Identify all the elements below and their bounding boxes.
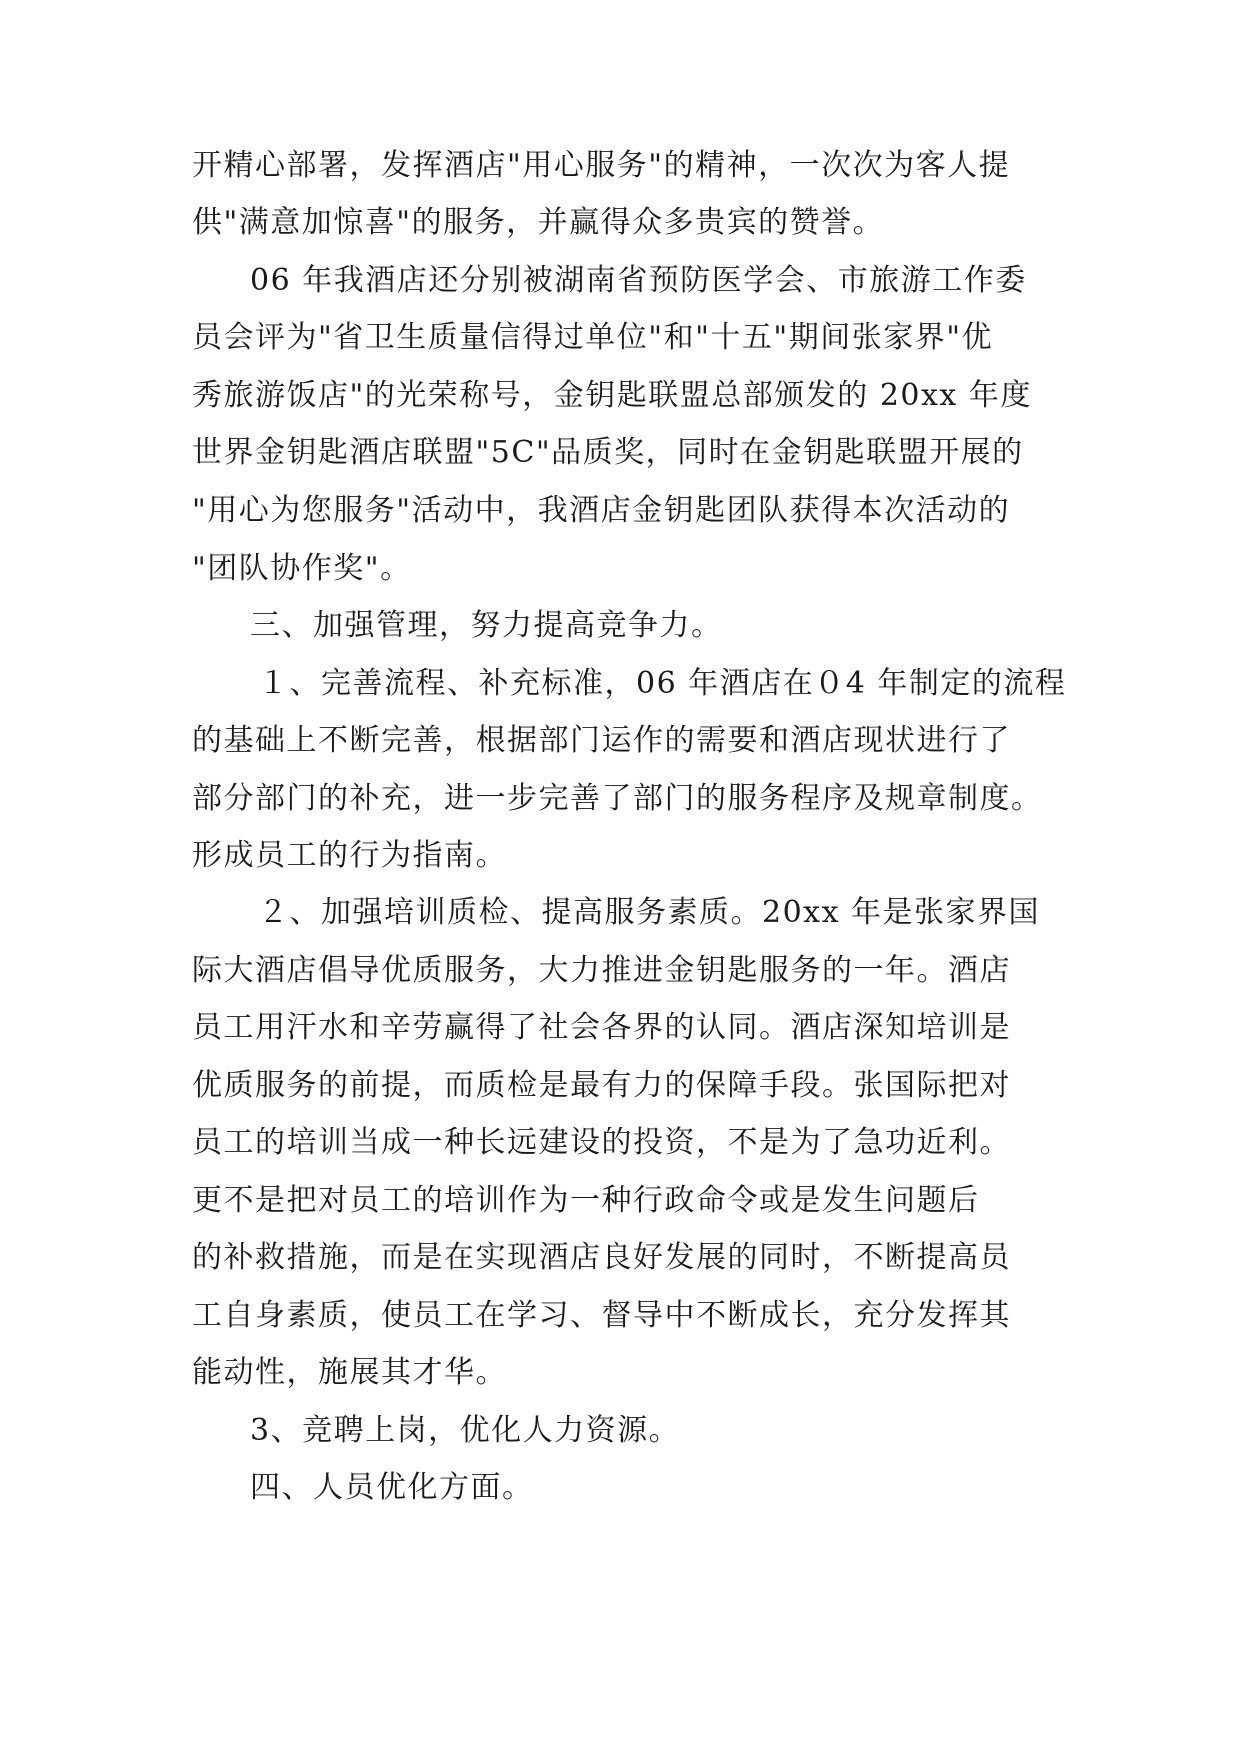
text-line: 开精心部署，发挥酒店"用心服务"的精神，一次次为客人提 — [192, 148, 1011, 183]
text-line: 形成员工的行为指南。 — [192, 838, 507, 873]
text-line: 供"满意加惊喜"的服务，并赢得众多贵宾的赞誉。 — [192, 205, 885, 240]
text-line: 员工的培训当成一种长远建设的投资，不是为了急功近利。 — [192, 1125, 1011, 1160]
text-line: 部分部门的补充，进一步完善了部门的服务程序及规章制度。 — [192, 781, 1043, 816]
text-line: 能动性，施展其才华。 — [192, 1355, 507, 1390]
text-line: 工自身素质，使员工在学习、督导中不断成长，充分发挥其 — [192, 1298, 1011, 1333]
text-line: 优质服务的前提，而质检是最有力的保障手段。张国际把对 — [192, 1068, 1011, 1103]
text-line: 际大酒店倡导优质服务，大力推进金钥匙服务的一年。酒店 — [192, 953, 1011, 988]
text-line: 秀旅游饭店"的光荣称号，金钥匙联盟总部颁发的 20xx 年度 — [192, 378, 1032, 413]
text-line: "团队协作奖"。 — [192, 551, 412, 586]
text-line: 的补救措施，而是在实现酒店良好发展的同时，不断提高员 — [192, 1240, 1011, 1275]
text-line: 员会评为"省卫生质量信得过单位"和"十五"期间张家界"优 — [192, 320, 993, 355]
section-heading: 三、加强管理，努力提高竞争力。 — [250, 608, 723, 643]
text-line: 更不是把对员工的培训作为一种行政命令或是发生问题后 — [192, 1183, 980, 1218]
text-line: 世界金钥匙酒店联盟"5C"品质奖，同时在金钥匙联盟开展的 — [192, 435, 1024, 470]
paragraph-start-line: １、完善流程、补充标准，06 年酒店在０4 年制定的流程 — [258, 666, 1067, 701]
section-heading: 四、人员优化方面。 — [250, 1470, 534, 1505]
paragraph-start-line: ２、加强培训质检、提高服务素质。20xx 年是张家界国 — [258, 895, 1041, 930]
text-line: 员工用汗水和辛劳赢得了社会各界的认同。酒店深知培训是 — [192, 1010, 1011, 1045]
text-line: "用心为您服务"活动中，我酒店金钥匙团队获得本次活动的 — [192, 493, 1011, 528]
paragraph-start-line: 06 年我酒店还分别被湖南省预防医学会、市旅游工作委 — [250, 263, 1027, 298]
section-heading: 3、竞聘上岗，优化人力资源。 — [250, 1413, 681, 1448]
text-line: 的基础上不断完善，根据部门运作的需要和酒店现状进行了 — [192, 723, 1011, 758]
